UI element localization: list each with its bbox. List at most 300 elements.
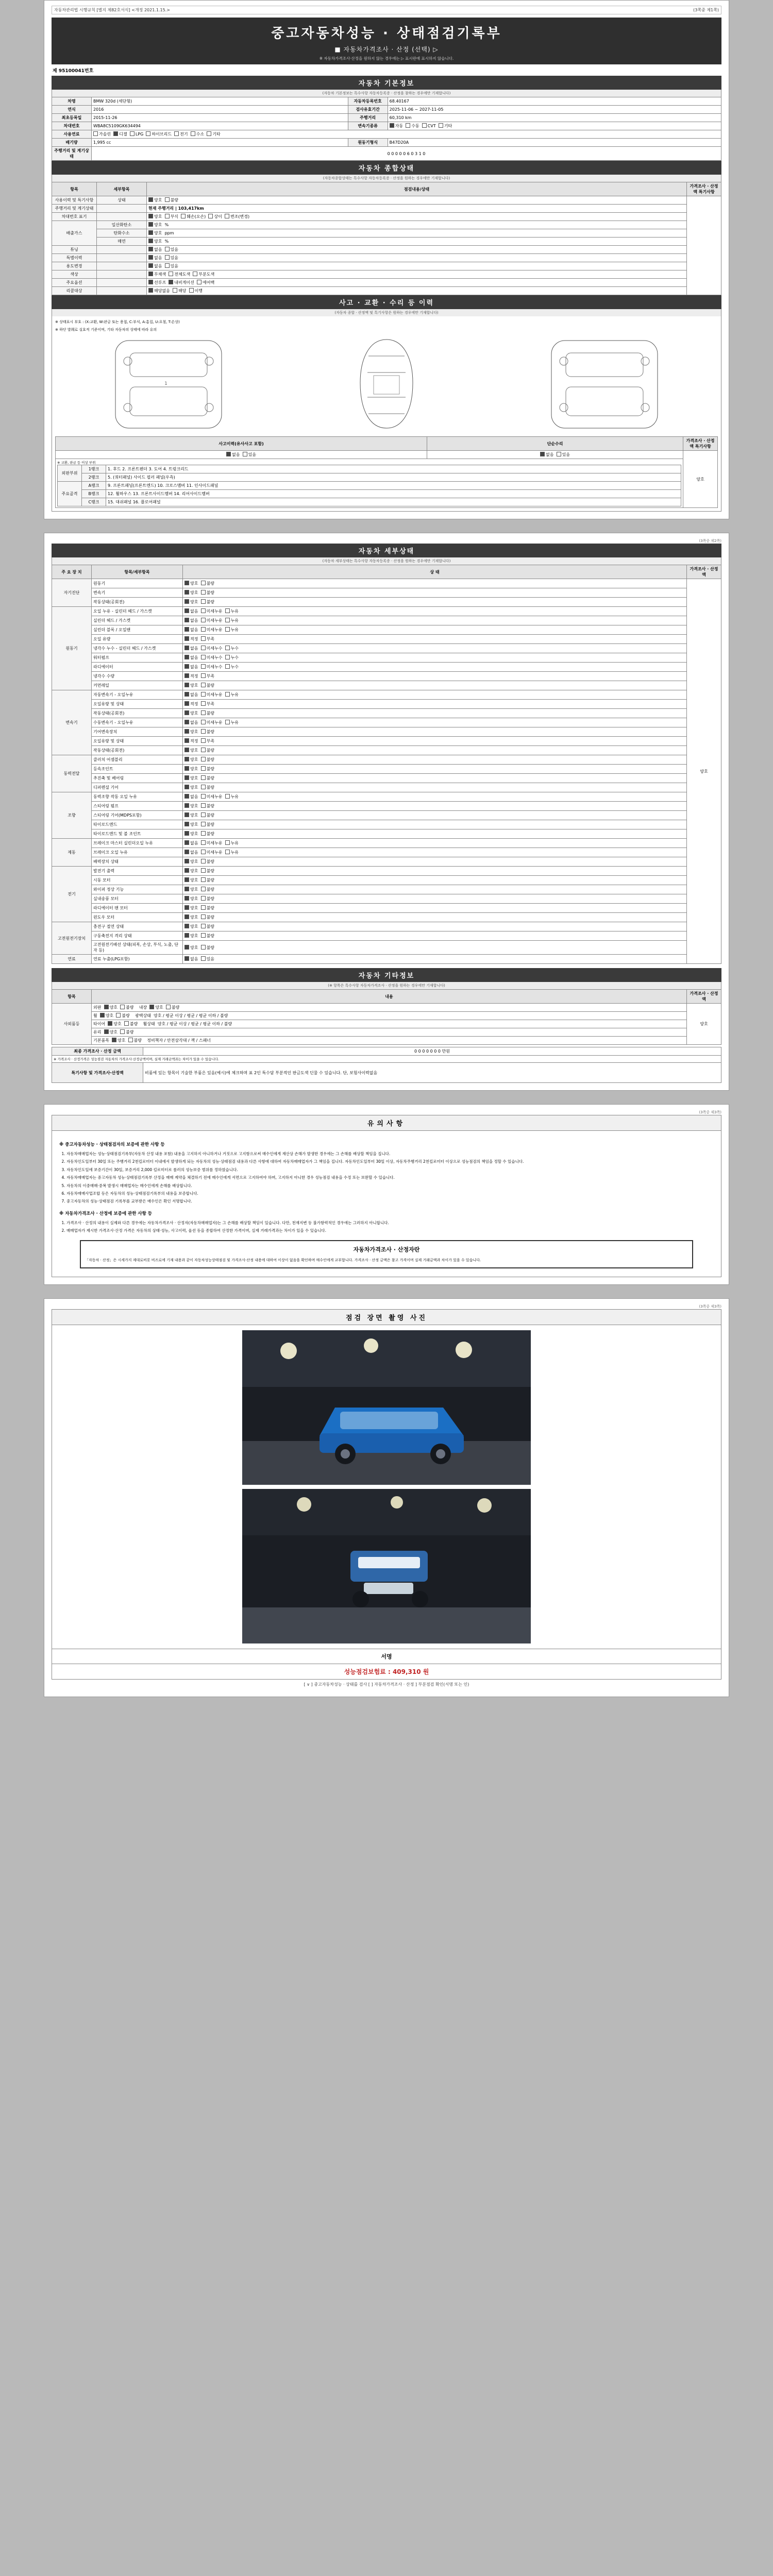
checkbox-1-2-0[interactable] bbox=[184, 627, 189, 632]
checkbox-ng[interactable] bbox=[165, 197, 170, 202]
checkbox-cvt[interactable] bbox=[422, 123, 427, 128]
detail-item-status[interactable] bbox=[183, 876, 687, 885]
option-label: 불량 bbox=[206, 924, 215, 929]
table-row bbox=[52, 1056, 721, 1063]
option-auto: 자동 bbox=[395, 124, 404, 128]
table-row bbox=[52, 598, 721, 607]
checkbox-basic-ok[interactable] bbox=[112, 1038, 116, 1042]
row-detail bbox=[97, 254, 147, 262]
checkbox-6-4-1[interactable] bbox=[201, 905, 206, 910]
detail-item-status[interactable] bbox=[183, 922, 687, 931]
checkbox-3-2-1[interactable] bbox=[201, 775, 206, 780]
row-state[interactable] bbox=[147, 229, 687, 238]
detail-item-status[interactable] bbox=[183, 894, 687, 904]
option-label: 없음 bbox=[190, 628, 198, 632]
list-item: 3. 자동차인도일에 보증기간이 30일, 보증거리 2,000 킬로미터로 롤러의 성능보증 범위를 정하였습니다. bbox=[66, 1167, 714, 1173]
table-row bbox=[52, 238, 721, 246]
table-row bbox=[52, 97, 721, 106]
table-row bbox=[52, 213, 721, 221]
checkbox-0-0-0[interactable] bbox=[184, 581, 189, 585]
checkbox-4-0-0[interactable] bbox=[184, 794, 189, 799]
row-label-2: 주행거리 bbox=[348, 114, 388, 122]
fee-value: 409,310 원 bbox=[392, 1668, 429, 1675]
checkbox-1-7-0[interactable] bbox=[184, 673, 189, 678]
option-label: 양호 bbox=[190, 730, 198, 734]
checkbox-3-3-1[interactable] bbox=[201, 785, 206, 789]
row-detail bbox=[97, 205, 147, 213]
option-label: 적정 bbox=[190, 674, 198, 679]
option-label: 미세누수 bbox=[206, 655, 223, 660]
checkbox-5-0-0[interactable] bbox=[184, 840, 189, 845]
checkbox-7-0-0[interactable] bbox=[184, 924, 189, 928]
checkbox-interior-ok[interactable] bbox=[149, 1005, 154, 1009]
opt-vin-3: 상이 bbox=[214, 214, 222, 219]
row-state[interactable] bbox=[147, 196, 687, 205]
checkbox-vin-4[interactable] bbox=[225, 214, 229, 218]
checkbox-hybrid[interactable] bbox=[146, 131, 150, 136]
checkbox-4-4-0[interactable] bbox=[184, 831, 189, 836]
checkbox-6-4-0[interactable] bbox=[184, 905, 189, 910]
detail-item-status[interactable] bbox=[183, 598, 687, 607]
checkbox-1-4-2[interactable] bbox=[225, 646, 230, 650]
checkbox-glass-ng[interactable] bbox=[120, 1029, 125, 1034]
sheet-1 bbox=[44, 0, 729, 519]
detail-item-status[interactable] bbox=[183, 653, 687, 663]
detail-item-status[interactable] bbox=[183, 885, 687, 894]
checkbox-2-6-1[interactable] bbox=[201, 748, 206, 752]
checkbox-6-0-1[interactable] bbox=[201, 868, 206, 873]
checkbox-1-0-2[interactable] bbox=[225, 608, 230, 613]
checkbox-6-2-0[interactable] bbox=[184, 887, 189, 891]
checkbox-co-ok[interactable] bbox=[148, 222, 153, 227]
opt-tuning-0: 없음 bbox=[154, 247, 162, 252]
checkbox-tuning-yes[interactable] bbox=[165, 247, 170, 251]
checkbox-3-2-0[interactable] bbox=[184, 775, 189, 780]
checkbox-2-2-0[interactable] bbox=[184, 710, 189, 715]
row-state[interactable] bbox=[147, 221, 687, 229]
checkbox-5-2-1[interactable] bbox=[201, 859, 206, 863]
table-row bbox=[58, 498, 681, 506]
detail-item-status[interactable] bbox=[183, 931, 687, 941]
detail-item-status[interactable] bbox=[183, 839, 687, 848]
checkbox-tire-ng[interactable] bbox=[124, 1021, 129, 1026]
checkbox-vin-3[interactable] bbox=[208, 214, 213, 218]
detail-item-status[interactable] bbox=[183, 672, 687, 681]
table-row bbox=[52, 122, 721, 130]
table-row bbox=[52, 653, 721, 663]
detail-item-status[interactable] bbox=[183, 625, 687, 635]
section-accident-bar: 사고 · 교환 · 수리 등 이력 bbox=[52, 295, 721, 309]
checkbox-0-2-1[interactable] bbox=[201, 599, 206, 604]
checkbox-7-1-1[interactable] bbox=[201, 933, 206, 938]
checkbox-4-3-1[interactable] bbox=[201, 822, 206, 826]
checkbox-accident-none[interactable] bbox=[226, 452, 231, 456]
row-state[interactable] bbox=[147, 270, 687, 279]
detail-item-status[interactable] bbox=[183, 644, 687, 653]
row-detail bbox=[97, 262, 147, 270]
checkbox-simple-yes[interactable] bbox=[557, 452, 561, 456]
notice-body bbox=[52, 1131, 721, 1277]
detail-group-3: 동력전달 bbox=[52, 755, 92, 792]
checkbox-auto[interactable] bbox=[390, 123, 394, 128]
detail-item-status[interactable] bbox=[183, 820, 687, 829]
checkbox-wheel-ok[interactable] bbox=[100, 1013, 105, 1018]
option-label: 미세누수 bbox=[206, 646, 223, 651]
checkbox-recall-0[interactable] bbox=[148, 288, 153, 293]
row-label-mileage: 주행거리 및 계기상태 bbox=[52, 147, 92, 161]
detail-item-status[interactable] bbox=[183, 718, 687, 727]
detail-item-label: 작동상태(공회전) bbox=[92, 709, 183, 718]
checkbox-color-1[interactable] bbox=[169, 272, 173, 276]
checkbox-2-3-2[interactable] bbox=[225, 720, 230, 724]
row-value: WBA8C5109GK634494 bbox=[92, 122, 348, 130]
checkbox-6-0-0[interactable] bbox=[184, 868, 189, 873]
checkbox-6-2-1[interactable] bbox=[201, 887, 206, 891]
row-item: 사용이력 및 특기사항 bbox=[52, 196, 97, 205]
checkbox-4-1-1[interactable] bbox=[201, 803, 206, 808]
checkbox-1-2-2[interactable] bbox=[225, 627, 230, 632]
checkbox-color-2[interactable] bbox=[193, 272, 197, 276]
checkbox-7-2-0[interactable] bbox=[184, 945, 189, 950]
detail-item-status[interactable] bbox=[183, 690, 687, 700]
checkbox-2-6-0[interactable] bbox=[184, 748, 189, 752]
unit-smoke: % bbox=[164, 239, 169, 244]
row-label-2: 원동기형식 bbox=[348, 139, 388, 147]
overall-price-note bbox=[687, 196, 721, 295]
row-detail: 탄화수소 bbox=[97, 229, 147, 238]
checkbox-vin-2[interactable] bbox=[181, 214, 186, 218]
checkbox-8-0-0[interactable] bbox=[184, 956, 189, 961]
checkbox-6-5-1[interactable] bbox=[201, 914, 206, 919]
checkbox-7-0-1[interactable] bbox=[201, 924, 206, 928]
checkbox-opt-sunroof[interactable] bbox=[148, 280, 153, 284]
opt-wheelstate: 양호 / 평균 이상 / 평균 / 평균 이하 / 불량 bbox=[157, 1022, 232, 1026]
opt-accident-yes: 있음 bbox=[248, 452, 257, 457]
etc-row-3[interactable] bbox=[92, 1028, 687, 1037]
checkbox-lpg[interactable] bbox=[130, 131, 135, 136]
checkbox-accident-yes[interactable] bbox=[243, 452, 247, 456]
opt-glass-ng: 불량 bbox=[126, 1030, 134, 1035]
checkbox-usechange-yes[interactable] bbox=[165, 263, 170, 268]
checkbox-7-2-1[interactable] bbox=[201, 945, 206, 950]
opt-recall-2: 이행 bbox=[194, 289, 203, 293]
checkbox-1-8-1[interactable] bbox=[201, 683, 206, 687]
row-state[interactable] bbox=[147, 246, 687, 254]
checkbox-special-yes[interactable] bbox=[165, 255, 170, 260]
checkbox-5-1-1[interactable] bbox=[201, 850, 206, 854]
row-item: 주요옵션 bbox=[52, 279, 97, 287]
checkbox-4-2-0[interactable] bbox=[184, 812, 189, 817]
checkbox-1-1-0[interactable] bbox=[184, 618, 189, 622]
detail-item-status[interactable] bbox=[183, 746, 687, 755]
detail-item-label: 라디에이터 팬 모터 bbox=[92, 904, 183, 913]
checkbox-3-0-0[interactable] bbox=[184, 757, 189, 761]
detail-item-status[interactable] bbox=[183, 792, 687, 802]
detail-item-status[interactable] bbox=[183, 904, 687, 913]
checkbox-simple-none[interactable] bbox=[540, 452, 545, 456]
checkbox-5-0-2[interactable] bbox=[225, 840, 230, 845]
detail-item-status[interactable] bbox=[183, 913, 687, 922]
checkbox-2-5-1[interactable] bbox=[201, 738, 206, 743]
option-label: 양호 bbox=[190, 878, 198, 883]
sheet1-header-tags bbox=[52, 6, 721, 14]
detail-item-status[interactable] bbox=[183, 700, 687, 709]
detail-item-status[interactable] bbox=[183, 635, 687, 644]
detail-item-status[interactable] bbox=[183, 755, 687, 765]
checkbox-diesel[interactable] bbox=[113, 131, 118, 136]
checkbox-exterior-ok[interactable] bbox=[104, 1005, 109, 1009]
checkbox-3-0-1[interactable] bbox=[201, 757, 206, 761]
detail-item-status[interactable] bbox=[183, 867, 687, 876]
checkbox-interior-ng[interactable] bbox=[166, 1005, 171, 1009]
detail-item-status[interactable] bbox=[183, 588, 687, 598]
option-label: 불량 bbox=[206, 776, 215, 781]
row-state[interactable] bbox=[147, 287, 687, 295]
checkbox-4-4-1[interactable] bbox=[201, 831, 206, 836]
checkbox-1-4-0[interactable] bbox=[184, 646, 189, 650]
checkbox-tire-ok[interactable] bbox=[108, 1021, 112, 1026]
option-label: 미세누유 bbox=[206, 794, 223, 799]
option-cvt: CVT bbox=[427, 124, 436, 128]
detail-item-status[interactable] bbox=[183, 727, 687, 737]
table-row bbox=[52, 765, 721, 774]
opt-simple-yes: 있음 bbox=[562, 452, 570, 457]
option-label: 양호 bbox=[190, 896, 198, 901]
table-row bbox=[52, 941, 721, 955]
checkbox-4-1-0[interactable] bbox=[184, 803, 189, 808]
table-row bbox=[52, 885, 721, 894]
col-etc-price: 가격조사 · 산정액 bbox=[687, 990, 721, 1004]
list-item: 2. 자동차인도일부터 30일 또는 주행거리 2천킬로미터 이내에서 발생하게 되는 자동차의 성능·상태점검 내용과 다른 사항에 대하여 자동차매매업자가 그 책임을 집니다. 자동차인도일부터 30일 이상, 자동차주행거리 2천킬로미터 이상으로 성능점검의 책임을 정할 수 있습니다. bbox=[66, 1159, 714, 1165]
detail-item-status[interactable] bbox=[183, 774, 687, 783]
row-state[interactable] bbox=[147, 254, 687, 262]
detail-item-label: 동력조향 작동 오일 누유 bbox=[92, 792, 183, 802]
checkbox-6-3-1[interactable] bbox=[201, 896, 206, 901]
checkbox-5-1-2[interactable] bbox=[225, 850, 230, 854]
etc-row-2[interactable] bbox=[92, 1020, 687, 1028]
checkbox-0-1-1[interactable] bbox=[201, 590, 206, 595]
detail-item-status[interactable] bbox=[183, 681, 687, 690]
checkbox-3-3-0[interactable] bbox=[184, 785, 189, 789]
detail-item-status[interactable] bbox=[183, 857, 687, 867]
option-label: 불량 bbox=[206, 906, 215, 910]
detail-item-status[interactable] bbox=[183, 663, 687, 672]
checkbox-basic-ng[interactable] bbox=[128, 1038, 133, 1042]
checkbox-1-5-1[interactable] bbox=[201, 655, 206, 659]
checkbox-4-0-1[interactable] bbox=[201, 794, 206, 799]
checkbox-ok[interactable] bbox=[148, 197, 153, 202]
option-label: 누유 bbox=[230, 618, 239, 623]
checkbox-electric[interactable] bbox=[174, 131, 179, 136]
detail-item-status[interactable] bbox=[183, 616, 687, 625]
checkbox-1-4-1[interactable] bbox=[201, 646, 206, 650]
etc-row-4[interactable] bbox=[92, 1037, 687, 1045]
checkbox-0-1-0[interactable] bbox=[184, 590, 189, 595]
detail-item-label: 실린더 블록 / 오일팬 bbox=[92, 625, 183, 635]
declaration-title: 자동차가격조사 · 산정자란 bbox=[353, 1246, 420, 1253]
checkbox-1-1-2[interactable] bbox=[225, 618, 230, 622]
checkbox-1-7-1[interactable] bbox=[201, 673, 206, 678]
checkbox-2-1-0[interactable] bbox=[184, 701, 189, 706]
row-state[interactable] bbox=[147, 262, 687, 270]
checkbox-fuel-etc[interactable] bbox=[207, 131, 211, 136]
checkbox-1-5-0[interactable] bbox=[184, 655, 189, 659]
checkbox-hc-ok[interactable] bbox=[148, 230, 153, 235]
checkbox-4-3-0[interactable] bbox=[184, 822, 189, 826]
detail-item-status[interactable] bbox=[183, 765, 687, 774]
checkbox-trans-etc[interactable] bbox=[439, 123, 443, 128]
col-detail: 세부항목 bbox=[97, 182, 147, 196]
row-state-mileage bbox=[147, 205, 687, 213]
option-label: 적정 bbox=[190, 702, 198, 706]
etc-row-1[interactable] bbox=[92, 1012, 687, 1020]
checkbox-1-0-1[interactable] bbox=[201, 608, 206, 613]
checkbox-glass-ok[interactable] bbox=[104, 1029, 109, 1034]
detail-item-status[interactable] bbox=[183, 579, 687, 588]
checkbox-1-5-2[interactable] bbox=[225, 655, 230, 659]
checkbox-2-4-0[interactable] bbox=[184, 729, 189, 734]
row-item: 차대번호 표기 bbox=[52, 213, 97, 221]
checkbox-usechange-no[interactable] bbox=[148, 263, 153, 268]
list-item: 2. 매매업자가 제시한 가격조사·산정 가격은 자동차의 상태·성능, 사고이력, 옵션 등을 종합하여 산정한 가격이며, 실제 거래가격과는 차이가 있을 수 있습니다. bbox=[66, 1228, 714, 1234]
checkbox-vin-1[interactable] bbox=[165, 214, 170, 218]
checkbox-6-5-0[interactable] bbox=[184, 914, 189, 919]
option-label: 없음 bbox=[190, 609, 198, 614]
detail-item-status[interactable] bbox=[183, 802, 687, 811]
transmission-options[interactable] bbox=[388, 122, 721, 130]
row-detail bbox=[97, 287, 147, 295]
checkbox-manual[interactable] bbox=[406, 123, 410, 128]
checkbox-3-1-1[interactable] bbox=[201, 766, 206, 771]
checkbox-2-4-1[interactable] bbox=[201, 729, 206, 734]
checkbox-hydrogen[interactable] bbox=[191, 131, 195, 136]
opt-simple-none: 없음 bbox=[546, 452, 554, 457]
detail-item-status[interactable] bbox=[183, 783, 687, 792]
checkbox-opt-nav[interactable] bbox=[169, 280, 173, 284]
checkbox-1-1-1[interactable] bbox=[201, 618, 206, 622]
row-value-2: 68.40167 bbox=[388, 97, 721, 106]
checkbox-4-0-2[interactable] bbox=[225, 794, 230, 799]
checkbox-2-3-0[interactable] bbox=[184, 720, 189, 724]
checkbox-color-0[interactable] bbox=[148, 272, 153, 276]
checkbox-6-1-1[interactable] bbox=[201, 877, 206, 882]
checkbox-5-1-0[interactable] bbox=[184, 850, 189, 854]
table-row bbox=[56, 459, 718, 508]
checkbox-6-1-0[interactable] bbox=[184, 877, 189, 882]
checkbox-recall-2[interactable] bbox=[189, 288, 194, 293]
checkbox-2-0-2[interactable] bbox=[225, 692, 230, 697]
checkbox-8-0-1[interactable] bbox=[201, 956, 206, 961]
checkbox-vin-ok[interactable] bbox=[148, 214, 153, 218]
checkbox-opt-airbag[interactable] bbox=[197, 280, 201, 284]
row-state[interactable] bbox=[147, 279, 687, 287]
opt-wheel-ng: 불량 bbox=[122, 1013, 130, 1018]
etc-label-4: 기본품목 bbox=[93, 1038, 109, 1043]
checkbox-2-0-1[interactable] bbox=[201, 692, 206, 697]
option-label: 불량 bbox=[206, 859, 215, 864]
section-detail-bar: 자동차 세부상태 bbox=[52, 544, 721, 557]
option-label: 없음 bbox=[190, 618, 198, 623]
table-row bbox=[52, 746, 721, 755]
detail-item-status[interactable] bbox=[183, 811, 687, 820]
option-manual: 수동 bbox=[411, 124, 419, 128]
checkbox-0-2-0[interactable] bbox=[184, 599, 189, 604]
table-row bbox=[52, 663, 721, 672]
checkbox-2-1-1[interactable] bbox=[201, 701, 206, 706]
detail-item-status[interactable] bbox=[183, 709, 687, 718]
opt-vin-1: 부식 bbox=[170, 214, 179, 219]
car-diagram-top bbox=[338, 335, 435, 433]
checkbox-exterior-ng[interactable] bbox=[120, 1005, 125, 1009]
checkbox-smoke-ok[interactable] bbox=[148, 239, 153, 243]
option-gasoline: 가솔린 bbox=[99, 132, 111, 137]
accident-history-table bbox=[55, 436, 718, 508]
checkbox-special-no[interactable] bbox=[148, 255, 153, 260]
checkbox-6-3-0[interactable] bbox=[184, 896, 189, 901]
col-accident: 사고이력(유사사고 포함) bbox=[56, 437, 427, 451]
checkbox-1-6-2[interactable] bbox=[225, 664, 230, 669]
accident-options[interactable] bbox=[56, 451, 427, 459]
detail-item-label: 충전구 절연 상태 bbox=[92, 922, 183, 931]
signature-row: 서명 bbox=[52, 1649, 721, 1664]
opt-color-2: 부분도색 bbox=[198, 272, 215, 277]
checkbox-5-2-0[interactable] bbox=[184, 859, 189, 863]
checkbox-0-0-1[interactable] bbox=[201, 581, 206, 585]
checkbox-1-8-0[interactable] bbox=[184, 683, 189, 687]
option-label: 없음 bbox=[190, 665, 198, 669]
table-row bbox=[52, 755, 721, 765]
checkbox-2-0-0[interactable] bbox=[184, 692, 189, 697]
table-header-row bbox=[52, 182, 721, 196]
detail-item-status[interactable] bbox=[183, 941, 687, 955]
table-row bbox=[52, 287, 721, 295]
checkbox-wheel-ng[interactable] bbox=[116, 1013, 121, 1018]
checkbox-tuning-no[interactable] bbox=[148, 247, 153, 251]
option-label: 불량 bbox=[206, 822, 215, 827]
detail-item-label: 고전원전기배선 상태(피복, 손상, 부식, 노출, 단자 등) bbox=[92, 941, 183, 955]
detail-item-status[interactable] bbox=[183, 955, 687, 964]
section-accident-sub: (자동차 종합 · 산정액 및 특기사항은 원하는 경우에만 기재합니다) bbox=[52, 309, 721, 316]
checkbox-2-5-0[interactable] bbox=[184, 738, 189, 743]
checkbox-recall-1[interactable] bbox=[173, 288, 177, 293]
checkbox-1-6-0[interactable] bbox=[184, 664, 189, 669]
checkbox-1-0-0[interactable] bbox=[184, 608, 189, 613]
row-state[interactable] bbox=[147, 213, 687, 221]
fuel-options[interactable] bbox=[92, 130, 721, 139]
option-label: 불량 bbox=[206, 878, 215, 883]
checkbox-4-2-1[interactable] bbox=[201, 812, 206, 817]
notice-title: 유의사항 bbox=[52, 1115, 721, 1131]
checkbox-2-3-1[interactable] bbox=[201, 720, 206, 724]
detail-item-status[interactable] bbox=[183, 829, 687, 839]
checkbox-1-6-1[interactable] bbox=[201, 664, 206, 669]
checkbox-1-3-0[interactable] bbox=[184, 636, 189, 641]
etc-row-0[interactable] bbox=[92, 1004, 687, 1012]
checkbox-2-2-1[interactable] bbox=[201, 710, 206, 715]
etc-group-label: 사외품등 bbox=[52, 1004, 92, 1045]
checkbox-7-1-0[interactable] bbox=[184, 933, 189, 938]
checkbox-1-2-1[interactable] bbox=[201, 627, 206, 632]
checkbox-5-0-1[interactable] bbox=[201, 840, 206, 845]
detail-item-status[interactable] bbox=[183, 737, 687, 746]
checkbox-1-3-1[interactable] bbox=[201, 636, 206, 641]
detail-item-status[interactable] bbox=[183, 607, 687, 616]
detail-item-status[interactable] bbox=[183, 848, 687, 857]
checkbox-gasoline[interactable] bbox=[93, 131, 98, 136]
checkbox-3-1-0[interactable] bbox=[184, 766, 189, 771]
row-state[interactable] bbox=[147, 238, 687, 246]
simple-options[interactable] bbox=[427, 451, 683, 459]
